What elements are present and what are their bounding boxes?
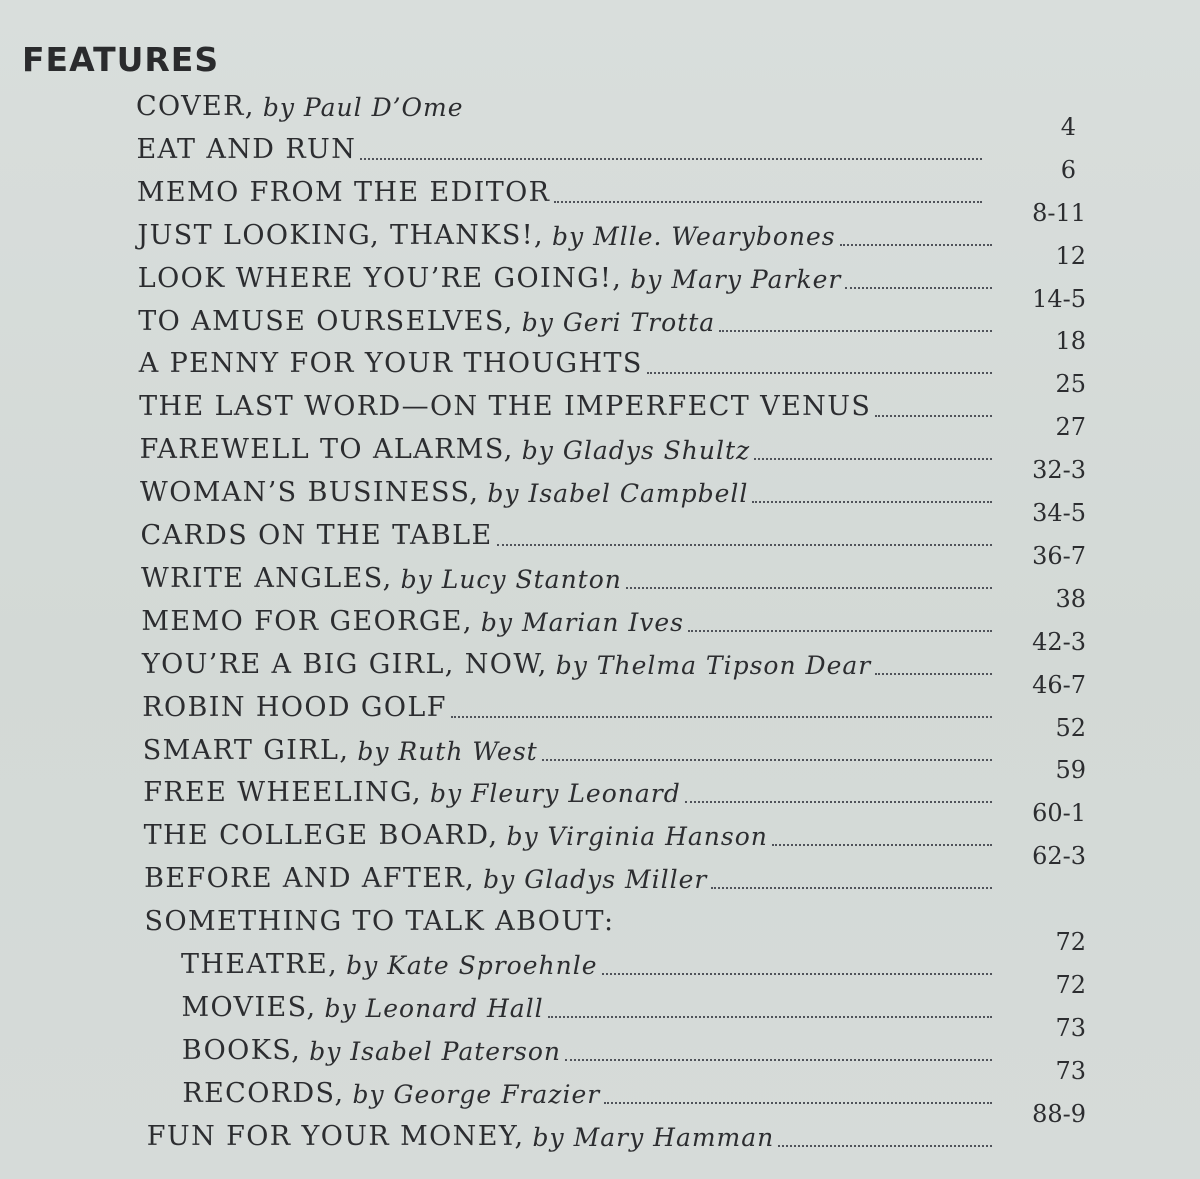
toc-entry-text	[140, 562, 998, 594]
toc-entry-page: 42-3	[1032, 627, 1086, 656]
toc-entry-page: 73	[1055, 1056, 1086, 1085]
toc-entry-text	[136, 176, 988, 208]
toc-entry-text	[142, 734, 998, 766]
toc-entry-title: MEMO FROM THE EDITOR	[136, 176, 551, 208]
toc-entry-text	[181, 991, 998, 1023]
toc-entry-text	[138, 348, 998, 380]
toc-entry	[138, 327, 1086, 380]
section-heading: FEATURES	[22, 40, 220, 79]
toc-entry-title: CARDS ON THE TABLE	[140, 520, 493, 551]
toc-entry-text	[136, 93, 1076, 120]
toc-entry	[142, 670, 1086, 723]
toc-entry-byline: by Mary Parker	[630, 264, 842, 294]
toc-entry	[140, 456, 1086, 509]
dot-leader	[626, 587, 992, 589]
toc-entry	[138, 284, 1086, 337]
toc-entry-page: 18	[1055, 327, 1086, 356]
toc-entry-page: 32-3	[1032, 456, 1086, 485]
dot-leader	[451, 716, 992, 718]
toc-entry-title: SOMETHING TO TALK ABOUT:	[144, 906, 615, 938]
toc-entry-text	[143, 820, 998, 852]
toc-entry-text	[144, 906, 1086, 938]
toc-entry-byline: by Isabel Paterson	[309, 1036, 562, 1066]
toc-entry-text	[141, 522, 999, 549]
toc-entry-title: A PENNY FOR YOUR THOUGHTS	[138, 348, 643, 380]
toc-entry-byline: by Fleury Leonard	[429, 779, 681, 809]
toc-entry	[140, 541, 1086, 594]
toc-entry	[144, 895, 1086, 938]
toc-entry-title: THEATRE,	[181, 949, 339, 980]
toc-entry-title: MOVIES,	[181, 991, 317, 1023]
toc-entry-title: FUN FOR YOUR MONEY,	[146, 1120, 525, 1152]
toc-entry-title: THE LAST WORD—ON THE IMPERFECT VENUS	[139, 391, 872, 423]
toc-entry-page: 46-7	[1032, 670, 1086, 699]
toc-entry	[146, 1099, 1086, 1152]
toc-entry-title: THE COLLEGE BOARD,	[143, 820, 499, 852]
toc-entry-text	[182, 1077, 998, 1109]
toc-entry-title: YOU’RE A BIG GIRL, NOW,	[141, 648, 548, 680]
toc-entry-byline: by Marian Ives	[480, 607, 685, 637]
toc-entry-text	[136, 133, 988, 165]
dot-leader	[604, 1102, 992, 1104]
dot-leader	[542, 759, 992, 761]
toc-entry-title: JUST LOOKING, THANKS!,	[137, 219, 545, 251]
dot-leader	[778, 1145, 992, 1147]
toc-entry-text	[139, 391, 998, 423]
toc-entry-page: 36-7	[1032, 541, 1086, 570]
dot-leader	[602, 973, 993, 975]
toc-entry	[136, 155, 1076, 208]
dot-leader	[554, 201, 982, 203]
toc-entry-page: 4	[1060, 112, 1076, 141]
toc-entry	[136, 112, 1076, 165]
toc-entry-page: 72	[1055, 928, 1086, 956]
toc-entry-page: 6	[1060, 155, 1076, 184]
toc-entry-byline: by Mlle. Wearybones	[552, 221, 836, 251]
dot-leader	[772, 844, 992, 846]
toc-entry-text	[138, 305, 998, 337]
toc-entry-title: BEFORE AND AFTER,	[144, 863, 476, 895]
toc-entry-title: FREE WHEELING,	[143, 777, 422, 809]
toc-entry-page: 60-1	[1032, 799, 1086, 828]
toc-entry	[182, 1056, 1086, 1109]
toc-entry-title: ROBIN HOOD GOLF	[142, 691, 447, 723]
dot-leader	[360, 158, 982, 160]
toc-entry-page: 73	[1055, 1013, 1086, 1042]
dot-leader	[754, 458, 992, 460]
toc-entry	[136, 80, 1076, 120]
dot-leader	[875, 673, 992, 675]
toc-entry	[139, 370, 1086, 423]
dot-leader	[497, 544, 992, 546]
toc-entry-page: 59	[1055, 756, 1086, 785]
toc-entry-text	[141, 605, 998, 637]
toc-entry-text	[144, 863, 998, 895]
toc-entry-byline: by Virginia Hanson	[506, 822, 768, 852]
toc-entry	[143, 756, 1086, 809]
dot-leader	[565, 1059, 992, 1061]
dot-leader	[840, 244, 992, 246]
toc-entry-page: 62-3	[1032, 842, 1086, 871]
toc-entry-title: COVER,	[136, 91, 255, 122]
toc-entry-text	[143, 777, 998, 809]
toc-entry-page: 14-5	[1032, 284, 1086, 313]
toc-entry-title: MEMO FOR GEORGE,	[141, 605, 473, 637]
toc-entry	[139, 413, 1086, 466]
dot-leader	[875, 415, 992, 417]
toc-entry	[181, 970, 1086, 1023]
toc-entry-text	[142, 691, 998, 723]
toc-entry-page: 27	[1055, 413, 1086, 442]
toc-entry-page: 25	[1055, 370, 1086, 399]
toc-entry-byline: by Thelma Tipson Dear	[555, 650, 872, 680]
dot-leader	[711, 887, 992, 889]
toc-entry-text	[139, 434, 998, 466]
toc-entry-text	[140, 477, 998, 509]
toc-entry	[142, 713, 1086, 766]
toc-entry-byline: by Isabel Campbell	[487, 479, 749, 509]
toc-entry-text	[137, 219, 998, 251]
toc-entry-title: FAREWELL TO ALARMS,	[139, 434, 514, 466]
toc-entry-text	[181, 951, 998, 978]
toc-entry-text	[137, 262, 998, 294]
toc-entry-byline: by Paul D’Ome	[262, 93, 464, 122]
toc-entry-page: 72	[1055, 970, 1086, 999]
toc-entry-byline: by George Frazier	[352, 1079, 601, 1109]
toc-entry-page: 88-9	[1032, 1099, 1086, 1128]
toc-entry-byline: by Gladys Shultz	[521, 436, 751, 466]
toc-entry-byline: by Gladys Miller	[483, 865, 708, 895]
toc-entry-title: WRITE ANGLES,	[140, 562, 393, 594]
toc-entry-title: WOMAN’S BUSINESS,	[140, 477, 480, 509]
dot-leader	[719, 330, 992, 332]
toc-entry-title: LOOK WHERE YOU’RE GOING!,	[137, 262, 623, 294]
toc-entry-byline: by Ruth West	[357, 736, 538, 766]
toc-entry-text	[141, 648, 998, 680]
dot-leader	[752, 501, 992, 503]
toc-entry	[140, 499, 1087, 551]
toc-entry-byline: by Leonard Hall	[324, 993, 544, 1023]
toc-entry	[181, 928, 1086, 980]
toc-entry-title: TO AMUSE OURSELVES,	[138, 305, 514, 337]
toc-entry-title: RECORDS,	[182, 1077, 345, 1109]
toc-entry	[137, 198, 1086, 251]
dot-leader	[845, 287, 992, 289]
toc-entry	[144, 842, 1086, 895]
toc-entry-page: 34-5	[1032, 499, 1086, 527]
toc-entry	[137, 241, 1086, 294]
toc-entry-text	[146, 1120, 998, 1152]
toc-entry-page: 12	[1055, 241, 1086, 270]
toc-entry-text	[181, 1034, 998, 1066]
toc-entry-byline: by Geri Trotta	[521, 307, 716, 337]
dot-leader	[647, 372, 992, 374]
toc-entry-page: 38	[1055, 584, 1086, 613]
toc-entry	[181, 1013, 1086, 1066]
dot-leader	[685, 801, 992, 803]
toc-entry	[143, 799, 1086, 852]
toc-entry-byline: by Mary Hamman	[532, 1122, 775, 1152]
dot-leader	[548, 1016, 992, 1018]
toc-entry-byline: by Lucy Stanton	[400, 564, 622, 594]
toc-entry-title: SMART GIRL,	[142, 734, 350, 766]
toc-entry-title: EAT AND RUN	[136, 133, 357, 165]
toc-entry-page: 52	[1055, 713, 1086, 742]
toc-entry-title: BOOKS,	[181, 1034, 302, 1066]
dot-leader	[688, 630, 992, 632]
toc-entry-byline: by Kate Sproehnle	[346, 951, 598, 980]
toc-entry	[141, 627, 1086, 680]
toc-entry	[141, 584, 1086, 637]
toc-entry-page: 8-11	[1032, 198, 1086, 227]
